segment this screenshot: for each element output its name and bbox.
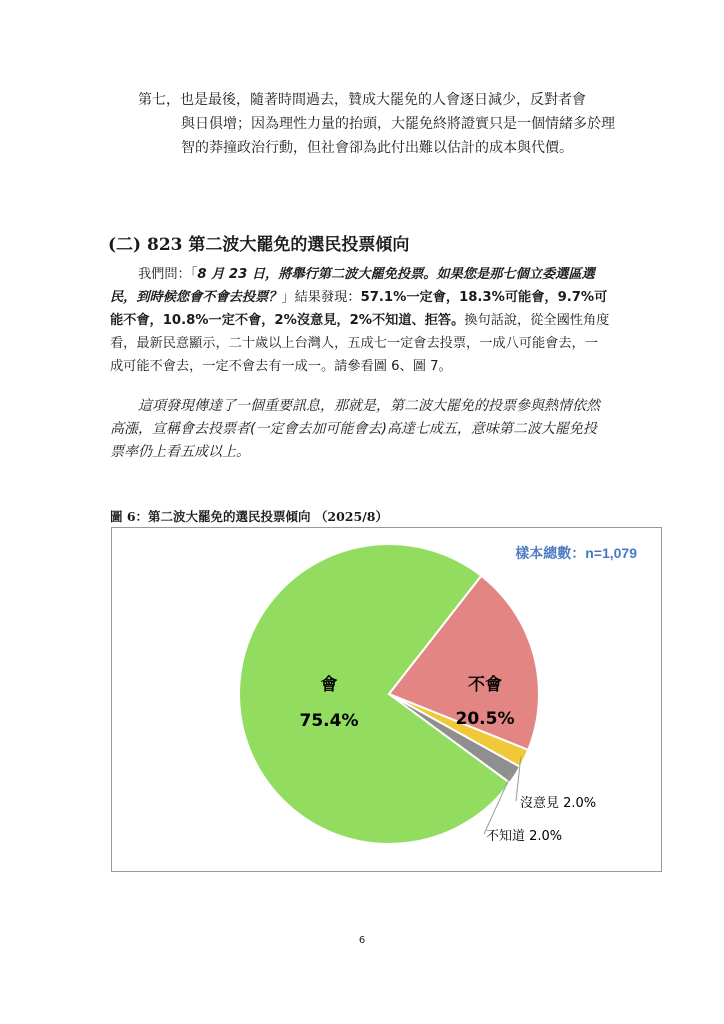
section-title: (二) 823 第二波大罷免的選民投票傾向 <box>108 235 410 255</box>
question-lead: 我們問：「 <box>138 267 198 282</box>
question-after: 」結果發現： <box>281 290 361 305</box>
slice-label-no-opinion: 沒意見 2.0% <box>520 796 597 811</box>
slice-label-no: 不會 <box>468 675 502 695</box>
pie-chart <box>111 527 662 872</box>
paragraph-seven-rest: 與日俱增；因為理性力量的抬頭，大罷免終將證實只是一個情緒多於理智的莽撞政治行動，但社會卻為此付出難以估計的成本與代價。 <box>181 116 615 156</box>
question-paragraph <box>110 263 610 378</box>
insight-text: 這項發現傳達了一個重要訊息，那就是，第二波大罷免的投票參與熱情依然高漲，宣稱會去投票者(一定會去加可能會去)高達七成五，意味第二波大罷免投票率仍上看五成以上。 <box>110 398 600 460</box>
question-rest: 換句話說，從全國性角度看，最新民意顯示，二十歲以上台灣人，五成七一定會去投票，一成八可能會去，一成可能不會去，一定不會去有一成一。請參看圖 6、圖 7。 <box>110 313 610 374</box>
page-number: 6 <box>358 935 366 946</box>
result-stats: 57.1%一定會，18.3%可能會，9.7%可能不會，10.8%一定不會，2%沒意見，2%不知道、拒答。 <box>110 290 608 328</box>
slice-value-yes: 75.4% <box>299 711 359 731</box>
pie-chart-svg <box>112 528 663 873</box>
paragraph-seven <box>138 88 626 160</box>
slice-label-dont-know: 不知道 2.0% <box>486 829 563 844</box>
insight-paragraph <box>110 395 610 464</box>
survey-question: 8 月 23 日，將舉行第二波大罷免投票。如果您是那七個立委選區選民，到時候您會不會去投票？ <box>110 267 595 305</box>
figure-caption: 圖 6：第二波大罷免的選民投票傾向 （2025/8） <box>110 509 388 524</box>
slice-value-no: 20.5% <box>455 709 515 729</box>
paragraph-seven-line1: 第七，也是最後，隨著時間過去，贊成大罷免的人會逐日減少，反對者會 <box>138 92 586 108</box>
slice-label-yes: 會 <box>320 675 338 695</box>
sample-size-label: 樣本總數：n=1,079 <box>515 545 637 561</box>
